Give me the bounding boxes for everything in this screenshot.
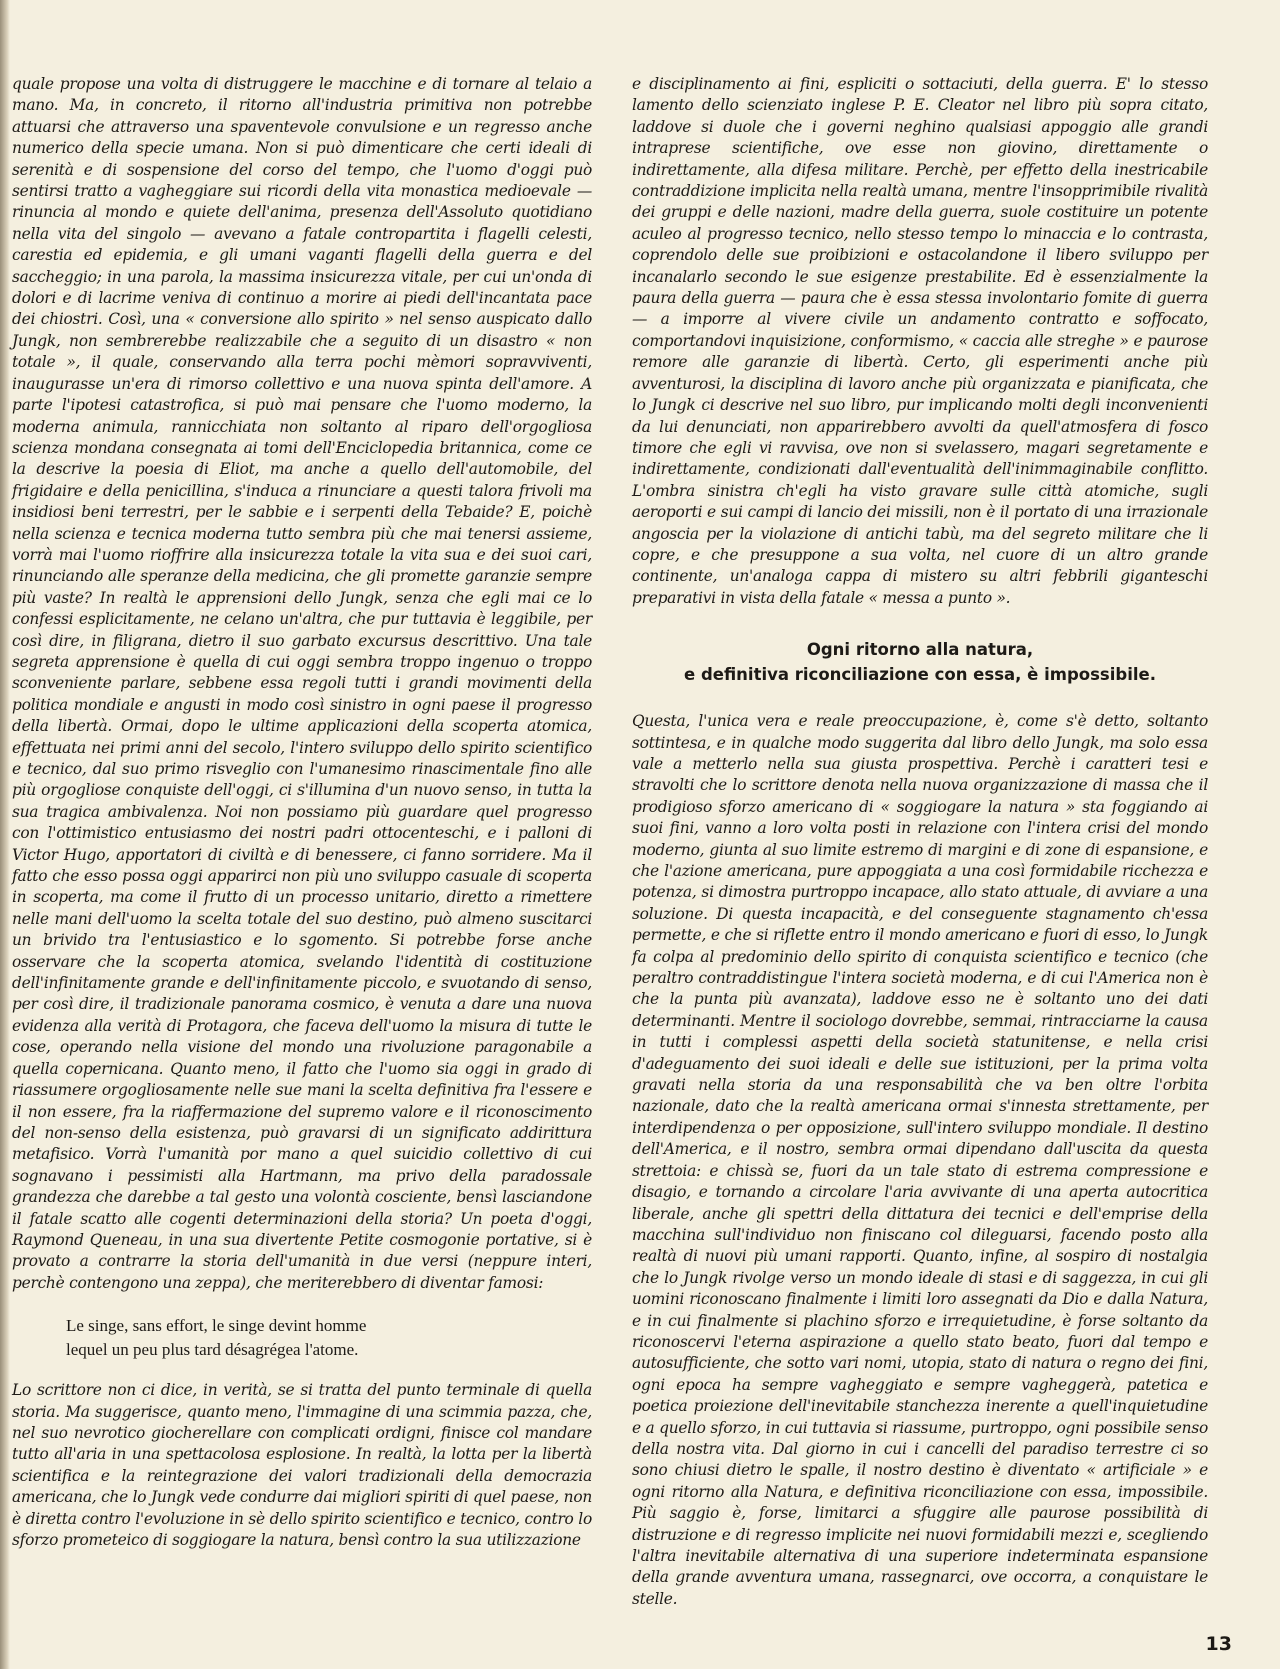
queneau-verse (66, 1314, 592, 1362)
verse-line-1: Le singe, sans effort, le singe devint homme (66, 1316, 367, 1336)
binding-gutter (0, 0, 10, 1669)
left-paragraph-2: Lo scrittore non ci dice, in verità, se si tratta del punto terminale di quella storia. Ma suggerisce, quanto meno, l'immagine di una scimmia pazza, che, nel suo nevrotico giocherellare con complicati ordigni, finisce col mandare tutto all'aria in una spettacolosa esplosione. In realtà, la lotta per la libertà scientifica e la reintegrazione dei valori tradizionali della democrazia americana, che lo Jungk vede condurre dai migliori spiriti di quel paese, non è diretta contro l'evoluzione in sè dello spirito scientifico e tecnico, contro lo sforzo prometeico di soggiogare la natura, bensì contro la sua utilizzazione (12, 1381, 593, 1549)
right-column (632, 74, 1208, 1610)
left-column (12, 74, 592, 1551)
page-number: 13 (1205, 1633, 1232, 1655)
right-paragraph-2: Questa, l'unica vera e reale preoccupazione, è, come s'è detto, soltanto sottintesa, e in qualche modo suggerita dal libro dello Jungk, ma solo essa vale a metterlo nella sua giusta prospettiva. Perchè i caratteri tesi e stravolti che lo scrittore denota nella nuova organizzazione di massa che il prodigioso sforzo americano di « soggiogare la natura » sta foggiando ai suoi fini, vanno a loro volta posti in relazione con l'intera crisi del mondo moderno, giunta al suo limite estremo di margini e di zone di espansione, e che l'azione americana, pure appoggiata a una così formidabile ricchezza e potenza, si dimostra purtroppo incapace, allo stato attuale, di avviare a una soluzione. Di questa incapacità, e del conseguente stagnamento ch'essa permette, e che si riflette entro il mondo americano e fuori di esso, lo Jungk fa colpa al predominio dello spirito di conquista scientifico e tecnico (che peraltro contraddistingue l'intera società moderna, e di cui l'America non è che la punta più avanzata), laddove esso ne è soltanto uno dei dati determinanti. Mentre il sociologo dovrebbe, semmai, rintracciarne la causa in tutti i complessi aspetti della società statunitense, e nella crisi d'adeguamento dei suoi ideali e delle sue istituzioni, per la prima volta gravati nella storia da una responsabilità che va ben oltre l'orbita nazionale, dato che la realtà americana ormai s'innesta strettamente, per interdipendenza o per opposizione, sull'intero sviluppo mondiale. Il destino dell'America, e il nostro, sembra ormai dipendano dall'uscita da questa strettoia: e chissà se, fuori da un tale stato di estrema compressione e disagio, e tornando a circolare l'aria avvivante di una aperta autocritica liberale, anche gli spettri della dittatura dei tecnici e dell'emprise della macchina sull'individuo non finiscano col dileguarsi, facendo posto alla realtà di nuovi più umani rapporti. Quanto, infine, al sospiro di nostalgia che lo Jungk rivolge verso un mondo ideale di stasi e di saggezza, in cui gli uomini riconoscano finalmente i limiti loro assegnati da Dio e dalla Natura, e in cui finalmente si plachino sforzo e irrequietudine, è forse soltanto da riconoscervi l'eterna aspirazione a quello stato beato, fuori dal tempo e autosufficiente, che sotto vari nomi, utopia, stato di natura o regno dei fini, ogni epoca ha sempre vagheggiato e sempre vagheggerà, patetica e poetica proiezione dell'inevitabile stanchezza inerente a quell'inquietudine e a quello sforzo, in cui tuttavia si riassume, purtroppo, ogni possibile senso della nostra vita. Dal giorno in cui i cancelli del paradiso terrestre ci so sono chiusi dietro le spalle, il nostro destino è diventato « artificiale » e ogni ritorno alla Natura, e definitiva riconciliazione con essa, impossibile. Più saggio è, forse, limitarci a sfuggire alle paurose possibilità di distruzione e di regresso implicite nei nuovi formidabili mezzi e, scegliendo l'altra inevitabile alternativa di una superiore indeterminata espansione della grande avventura umana, rassegnarci, ove occorra, a conquistare le stelle. (632, 712, 1208, 1608)
left-paragraph-1: quale propose una volta di distruggere le macchine e di tornare al telaio a mano. Ma, in concreto, il ritorno all'industria primitiva non potrebbe attuarsi che attraverso una spaventevole convulsione e un regresso anche numerico della specie umana. Non si può dimenticare che certi ideali di serenità e di sospensione del corso del tempo, che l'uomo d'oggi può sentirsi tratto a vagheggiare sui ricordi della vita monastica medioevale — rinuncia al mondo e quiete dell'anima, presenza dell'Assoluto quotidiano nella vita del singolo — avevano a fatale contropartita i flagelli celesti, carestia ed epidemia, e gli umani vaganti flagelli della guerra e del saccheggio; in una parola, la massima insicurezza vitale, per cui un'onda di dolori e di lacrime veniva di continuo a morire ai piedi dell'incantata pace dei chiostri. Così, una « conversione allo spirito » nel senso auspicato dallo Jungk, non sembrerebbe realizzabile che a seguito di un disastro « non totale », il quale, conservando alla terra pochi mèmori sopravviventi, inaugurasse un'era di rimorso collettivo e una nuova spinta dell'amore. A parte l'ipotesi catastrofica, si può mai pensare che l'uomo moderno, la moderna animula, rannicchiata non soltanto al riparo dell'orgogliosa scienza mondana consegnata ai tomi dell'Enciclopedia britannica, come ce la descrive la poesia di Eliot, ma anche a quello dell'automobile, del frigidaire e della penicillina, s'induca a rinunciare a questi talora frivoli ma insidiosi beni terrestri, per le sabbie e i serpenti della Tebaide? E, poichè nella scienza e tecnica moderna tutto sembra più che mai tenersi assieme, vorrà mai l'uomo rioffrire alla insicurezza totale la vita sua e dei suoi cari, rinunciando alle speranze della medicina, che gli promette garanzie sempre più vaste? In realtà le apprensioni dello Jungk, senza che egli mai ce lo confessi esplicitamente, ne celano un'altra, che pur tuttavia è leggibile, per così dire, in filigrana, dietro il suo garbato excursus descrittivo. Una tale segreta apprensione è quella di cui oggi sembra troppo ingenuo o troppo sconveniente parlare, sebbene essa regoli tutti i grandi movimenti della politica mondiale e angusti in modo così sinistro in ogni paese il progresso della libertà. Ormai, dopo le ultime applicazioni della scoperta atomica, effettuata nei primi anni del secolo, l'intero sviluppo dello spirito scientifico e tecnico, dal suo primo risveglio con l'umanesimo rinascimentale fino alle più orgogliose conquiste dell'oggi, ci s'illumina d'un nuovo senso, in tutta la sua tragica ambivalenza. Noi non possiamo più guardare quel progresso con l'ottimistico entusiasmo dei nostri padri ottocenteschi, e i palloni di Victor Hugo, apportatori di civiltà e di benessere, ci fanno sorridere. Ma il fatto che esso possa oggi apparirci non più uno sviluppo casuale di scoperta in scoperta, ma come il frutto di un processo unitario, diretto a rimettere nelle mani dell'uomo la scelta totale del suo destino, può almeno suscitarci un brivido tra l'entusiastico e lo sgomento. Si potrebbe forse anche osservare che la scoperta atomica, svelando l'identità di costituzione dell'infinitamente grande e dell'infinitamente piccolo, e svuotando di senso, per così dire, il tradizionale panorama cosmico, è venuta a dare una nuova evidenza alla verità di Protagora, che faceva dell'uomo la misura di tutte le cose, operando nella visione del mondo una rivoluzione paragonabile a quella copernicana. Quanto meno, il fatto che l'uomo sia oggi in grado di riassumere orgogliosamente nelle sue mani la scelta definitiva fra l'essere e il non essere, fra la riaffermazione del supremo valore e il riconoscimento del non-senso della esistenza, può gravarsi di un significato addirittura metafisico. Vorrà l'umanità por mano a quel suicidio collettivo di cui sognavano i pessimisti alla Hartmann, ma privo della paradossale grandezza che darebbe a tal gesto una volontà cosciente, bensì lasciandone il fatale scatto alle cogenti determinazioni della storia? Un poeta d'oggi, Raymond Queneau, in una sua divertente Petite cosmogonie portative, si è provato a contrarre la storia dell'umanità in due versi (neppure interi, perchè contengono una zeppa), che meriterebbero di diventar famosi: (12, 75, 592, 1292)
right-paragraph-1: e disciplinamento ai fini, espliciti o sottaciuti, della guerra. E' lo stesso lamento dello scienziato inglese P. E. Cleator nel libro più sopra citato, laddove si duole che i governi neghino qualsiasi appoggio alle grandi intraprese scientifiche, ove esse non giovino, direttamente o indirettamente, alla difesa militare. Perchè, per effetto della inestricabile contraddizione implicita nella realtà umana, mentre l'insopprimibile rivalità dei gruppi e delle nazioni, madre della guerra, suole costituire un potente aculeo al progresso tecnico, nello stesso tempo lo minaccia e lo contrasta, coprendolo delle sue proibizioni e ostacolandone il libero sviluppo per incanalarlo secondo le sue esigenze prestabilite. Ed è essenzialmente la paura della guerra — paura che è essa stessa involontario fomite di guerra — a imporre al vivere civile un andamento contratto e soffocato, comportandovi inquisizione, conformismo, « caccia alle streghe » e paurose remore alle garanzie di libertà. Certo, gli esperimenti anche più avventurosi, la disciplina di lavoro anche più organizzata e pianificata, che lo Jungk ci descrive nel suo libro, pur implicando molti degli inconvenienti da lui denunciati, non apparirebbero avvolti da quell'atmosfera di fosco timore che egli vi ravvisa, ove non si svelassero, magari segretamente e indirettamente, condizionati dall'eventualità dell'inimmaginabile conflitto. L'ombra sinistra ch'egli ha visto gravare sulle città atomiche, sugli aeroporti e sui campi di lancio dei missili, non è il portato di una irrazionale angoscia per la violazione di antichi tabù, ma del segreto militare che li copre, e che presuppone a sua volta, nel cuore di un altro grande continente, un'analoga cappa di mistero su altri febbrili giganteschi preparativi in vista della fatale « messa a punto ». (632, 75, 1208, 607)
section-heading (632, 637, 1208, 687)
heading-line-2: e definitiva riconciliazione con essa, è impossibile. (684, 665, 1156, 685)
verse-line-2: lequel un peu plus tard désagrégea l'atome. (66, 1340, 359, 1360)
heading-line-1: Ogni ritorno alla natura, (806, 640, 1034, 660)
